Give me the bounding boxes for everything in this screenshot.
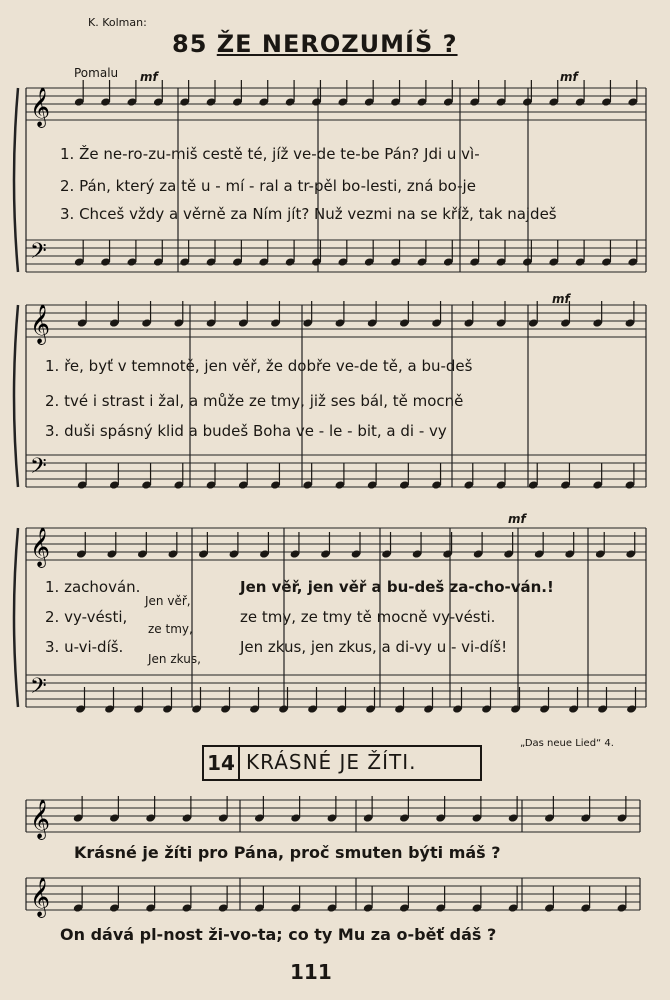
page-number: 111 [290,960,332,984]
lyrics-verse-1-small: Jen věř, [145,594,191,608]
lyrics-verse-2: 2. tvé i strast i žal, a může ze tmy, již ses bál, tě mocně [45,392,464,410]
lyrics-verse-3-end: Jen zkus, jen zkus, a di-vy u - vi-díš! [240,638,508,656]
bass-clef: 𝄢 [30,454,47,484]
source-note: „Das neue Lied“ 4. [520,738,614,749]
lyrics-verse-1: 1. Že ne-ro-zu-miš cestě té, jíž ve-de te-be Pán? Jdi u vì- [60,145,480,163]
system-brace [14,305,18,487]
bass-clef: 𝄢 [30,674,47,704]
song-2-lyrics-line-2: On dává pl-nost ži-vo-ta; co ty Mu za o-běť dáš ? [60,925,497,944]
lyrics-verse-3-start: 3. u-vi-díš. [45,638,124,656]
dynamic-mf: mf [560,70,578,84]
lyrics-verse-2: 2. Pán, který za tě u - mí - ral a tr-pěl bo-lesti, zná bo-je [60,177,476,195]
lyrics-verse-3: 3. Chceš vždy a věrně za Ním jít? Nuž vezmi na se kříž, tak najdeš [60,205,557,223]
system-brace [14,88,18,272]
treble-clef: 𝄞 [30,304,51,344]
lyrics-verse-1-end: Jen věř, jen věř a bu-deš za-cho-ván.! [240,578,554,596]
lyrics-verse-2-small: ze tmy, [148,622,193,636]
song-2-title: KRÁSNÉ JE ŽÍTI. [246,750,417,774]
system-brace [14,528,18,707]
dynamic-mf: mf [552,292,570,306]
composer-name: K. Kolman: [88,16,147,29]
lyrics-verse-3: 3. duši spásný klid a budeš Boha ve - le - bit, a di - vy [45,422,447,440]
treble-clef: 𝄞 [30,877,51,917]
lyrics-verse-1: 1. ře, byť v temnotě, jen věř, že dobře ve-de tě, a bu-deš [45,357,473,375]
bass-clef: 𝄢 [30,239,47,269]
lyrics-verse-1-start: 1. zachován. [45,578,141,596]
lyrics-verse-2-end: ze tmy, ze tmy tě mocně vy-vésti. [240,608,496,626]
song-number: 85 [172,30,208,58]
treble-clef: 𝄞 [30,799,51,839]
lyrics-verse-3-small: Jen zkus, [148,652,201,666]
dynamic-mf: mf [508,512,526,526]
treble-clef: 𝄞 [30,87,51,127]
treble-clef: 𝄞 [30,527,51,567]
song-2-number: 14 [204,747,240,779]
tempo-marking: Pomalu [74,66,119,80]
song-title-text: ŽE NEROZUMÍŠ ? [216,30,458,58]
lyrics-verse-2-start: 2. vy-vésti, [45,608,128,626]
dynamic-mf: mf [140,70,158,84]
song-2-lyrics-line-1: Krásné je žíti pro Pána, proč smuten býti máš ? [74,843,501,862]
